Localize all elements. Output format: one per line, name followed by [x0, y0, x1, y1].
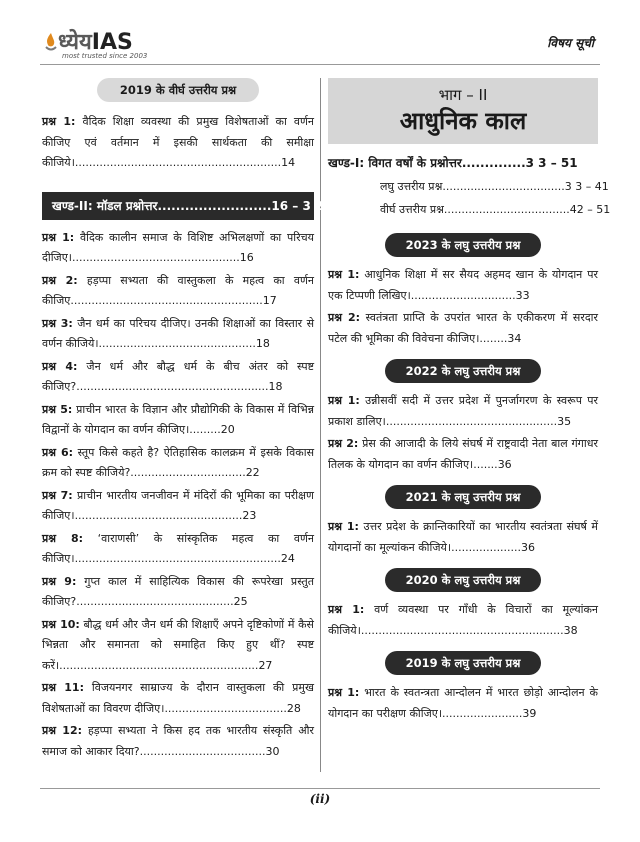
- question-text: ‘वाराणसी’ के सांस्कृतिक महत्व का वर्णन कीजिए।: [42, 531, 315, 565]
- toc-entry[interactable]: [42, 486, 314, 527]
- question-number: प्रश्न 2:: [328, 311, 361, 324]
- leader-dots: ........: [479, 331, 508, 345]
- header-divider: [40, 64, 600, 65]
- section-label: विषय सूची: [547, 36, 594, 50]
- page-ref: 33: [515, 288, 530, 302]
- question-text: स्तूप किसे कहते है? ऐतिहासिक कालक्रम में इसके विकास क्रम को स्पष्ट कीजिये?: [42, 445, 315, 479]
- question-text: हड़प्पा सभ्यता ने किस हद तक भारतीय संस्कृति और समाज को आकार दिया?: [42, 724, 314, 758]
- logo-ias-text: IAS: [91, 30, 133, 55]
- leader-dots: ................................................: [74, 509, 243, 522]
- question-number: प्रश्न 1:: [328, 603, 365, 616]
- question-number: प्रश्न 3:: [42, 316, 73, 330]
- toc-entry[interactable]: [42, 112, 314, 174]
- pill-2019-long-answer: 2019 के वीर्घ उत्तरीय प्रश्न: [97, 78, 259, 102]
- khand-ii-band: खण्ड-II: मॉडल प्रश्नोत्तर.........................16 – 3 2: [42, 192, 314, 220]
- question-text: भारत के स्वतन्त्रता आन्दोलन में भारत छोड़ो आन्दोलन के योगदान का परीक्षण कीजिए।: [328, 686, 598, 720]
- question-text: बौद्ध धर्म और जैन धर्म की शिक्षाएँ अपने दृष्टिकोणों में कैसे भिन्नता और समानता को समाहित किए हुए थीं? स्पष्ट करें।: [42, 617, 314, 672]
- year-group-2021: [328, 485, 598, 558]
- footer-divider: [40, 788, 600, 789]
- toc-entry[interactable]: [328, 434, 598, 475]
- page-ref: 18: [268, 380, 283, 393]
- leader-dots: .......................................................: [76, 380, 269, 393]
- question-number: प्रश्न 4:: [42, 359, 78, 373]
- page-ref: 23: [242, 509, 257, 522]
- question-number: प्रश्न 9:: [42, 574, 77, 588]
- logo-tagline: most trusted since 2003: [62, 52, 148, 60]
- leader-dots: .......: [473, 457, 498, 471]
- pill-2019-short-answer: 2019 के लघु उत्तरीय प्रश्न: [385, 651, 541, 675]
- page-ref: 20: [220, 423, 235, 436]
- question-text: उन्नीसवीं सदी में उत्तर प्रदेश में पुनर्जागरण के स्वरूप पर प्रकाश डालिए।: [328, 394, 599, 428]
- question-text: हड़प्पा सभ्यता की वास्तुकला के महत्व का वर्णन कीजिए: [42, 273, 314, 307]
- question-number: प्रश्न 1:: [328, 394, 360, 407]
- page-ref: 22: [245, 466, 260, 479]
- leader-dots: .............................................: [98, 337, 256, 350]
- toc-entry[interactable]: [42, 678, 314, 719]
- part-ii-box: [328, 78, 598, 144]
- question-number: प्रश्न 7:: [42, 488, 73, 502]
- leader-dots: ....................: [451, 540, 522, 554]
- toc-entry[interactable]: [42, 443, 314, 484]
- question-text: प्रेस की आजादी के लिये संघर्ष में राष्ट्रवादी नेता बाल गंगाधर तिलक के योगदान का वर्णन कीजिए।: [328, 437, 598, 471]
- question-number: प्रश्न 10:: [42, 617, 80, 631]
- column-divider: [320, 78, 321, 772]
- toc-entry[interactable]: [42, 228, 314, 269]
- leader-dots: ..........................................................: [360, 623, 564, 637]
- question-text: आधुनिक शिक्षा में सर सैयद अहमद खान के योगदान पर एक टिप्पणी लिखिए।: [328, 268, 599, 302]
- question-text: जैन धर्म और बौद्ध धर्म के बीच अंतर को स्पष्ट कीजिए?: [42, 359, 314, 393]
- toc-entry[interactable]: [42, 572, 314, 613]
- right-column: [328, 78, 611, 724]
- leader-dots: ................................................: [71, 251, 240, 264]
- leader-dots: ...................................: [164, 701, 287, 715]
- short-answer-range[interactable]: लघु उत्तरीय प्रश्न...................................3 3 – 41: [380, 180, 609, 193]
- toc-entry[interactable]: [328, 265, 598, 306]
- toc-entry[interactable]: [328, 600, 598, 641]
- question-text: वर्ण व्यवस्था पर गाँधी के विचारों का मूल्यांकन कीजिये।: [328, 603, 599, 637]
- page-ref: 25: [233, 595, 248, 608]
- question-number: प्रश्न 1:: [328, 268, 360, 281]
- leader-dots: .......................................................: [70, 294, 263, 307]
- question-text: विजयनगर साम्राज्य के दौरान वास्तुकला की प्रमुख विशेषताओं का विवरण दीजिए।: [42, 681, 314, 715]
- year-group-2020: [328, 568, 598, 641]
- page-ref: 30: [265, 744, 280, 758]
- page-ref: 36: [521, 540, 536, 554]
- toc-entry[interactable]: [42, 529, 314, 570]
- question-text: प्राचीन भारत के विज्ञान और प्रौद्योगिकी के विकास में विभिन्न विद्वानों के योगदान का वर्णन कीजिए।: [42, 402, 314, 436]
- leader-dots: ...........................................................: [74, 156, 282, 169]
- toc-entry[interactable]: [42, 357, 314, 398]
- toc-entry[interactable]: [42, 314, 314, 355]
- leader-dots: .........................................................: [59, 658, 259, 672]
- question-text: उत्तर प्रदेश के क्रान्तिकारियों का भारतीय स्वतंत्रता संघर्ष में योगदानों का मूल्यांकन कीजिये।: [328, 520, 598, 554]
- question-number: प्रश्न 1:: [328, 686, 360, 699]
- page-ref: 27: [258, 658, 273, 672]
- khand-i-heading[interactable]: खण्ड-I: विगत वर्षों के प्रश्नोत्तर..............3 3 – 51: [328, 156, 578, 170]
- pill-2020-short-answer: 2020 के लघु उत्तरीय प्रश्न: [385, 568, 541, 592]
- leader-dots: .............................................: [76, 595, 234, 608]
- leader-dots: .......................: [442, 706, 523, 720]
- toc-entry[interactable]: [328, 391, 598, 432]
- leader-dots: .........: [189, 423, 221, 436]
- question-text: जैन धर्म का परिचय दीजिए। उनकी शिक्षाओं का विस्तार से वर्णन कीजिये।: [42, 316, 314, 350]
- left-column: [42, 78, 324, 764]
- page-ref: 34: [507, 331, 522, 345]
- page-ref: 36: [497, 457, 512, 471]
- leader-dots: ..............................: [410, 288, 516, 302]
- toc-entry[interactable]: [42, 271, 314, 312]
- leader-dots: ....................................: [139, 744, 266, 758]
- question-number: प्रश्न 8:: [42, 531, 84, 545]
- model-questions-list: [42, 228, 314, 763]
- toc-entry[interactable]: [328, 308, 598, 349]
- toc-entry[interactable]: [328, 683, 598, 724]
- question-number: प्रश्न 12:: [42, 724, 83, 737]
- page-ref: 35: [557, 414, 572, 428]
- question-number: प्रश्न 6:: [42, 445, 74, 459]
- logo-deva-text: ध्येय: [58, 30, 92, 55]
- toc-entry[interactable]: [42, 721, 314, 762]
- question-text: वैदिक शिक्षा व्यवस्था की प्रमुख विशेषताओं का वर्णन कीजिए एवं वर्तमान में इसकी सार्थकता की समीक्षा कीजिये।: [42, 115, 314, 169]
- year-group-2023: [328, 233, 598, 349]
- page-ref: 39: [522, 706, 537, 720]
- long-answer-range[interactable]: वीर्घ उत्तरीय प्रश्न....................................42 – 51: [380, 203, 611, 216]
- question-text: वैदिक कालीन समाज के विशिष्ट अभिलक्षणों का परिचय दीजिए।: [42, 230, 314, 264]
- question-number: प्रश्न 2:: [328, 437, 359, 450]
- page-ref: 14: [281, 156, 296, 169]
- toc-entry[interactable]: [42, 400, 314, 441]
- flame-logo-icon: [44, 32, 58, 52]
- pill-2021-short-answer: 2021 के लघु उत्तरीय प्रश्न: [385, 485, 541, 509]
- page-ref: 28: [286, 701, 301, 715]
- year-group-2019: [328, 651, 598, 724]
- question-number: प्रश्न 11:: [42, 681, 84, 694]
- part-ii-title: आधुनिक काल: [399, 107, 527, 135]
- pill-2022-short-answer: 2022 के लघु उत्तरीय प्रश्न: [385, 359, 541, 383]
- pill-2023-short-answer: 2023 के लघु उत्तरीय प्रश्न: [385, 233, 541, 257]
- leader-dots: ...........................................................: [74, 552, 281, 565]
- leader-dots: .................................: [130, 466, 246, 479]
- page-header: [40, 24, 600, 60]
- page-ref: 16: [239, 251, 254, 264]
- page-ref: 17: [262, 294, 277, 307]
- question-text: गुप्त काल में साहित्यिक विकास की रूपरेखा प्रस्तुत कीजिए?: [42, 574, 315, 608]
- leader-dots: .................................................: [385, 414, 558, 428]
- page-number: (ii): [309, 792, 331, 806]
- question-number: प्रश्न 2:: [42, 273, 78, 287]
- question-number: प्रश्न 1:: [42, 230, 75, 244]
- part-ii-label: भाग – II: [438, 86, 488, 104]
- toc-entry[interactable]: [328, 517, 598, 558]
- question-number: प्रश्न 1:: [328, 520, 359, 533]
- toc-entry[interactable]: [42, 615, 314, 677]
- question-text: स्वतंत्रता प्राप्ति के उपरांत भारत के एकीकरण में सरदार पटेल की भूमिका की विवेचना कीजिए।: [328, 311, 599, 345]
- page-ref: 18: [255, 337, 270, 350]
- question-number: प्रश्न 1:: [42, 115, 76, 128]
- page-ref: 38: [563, 623, 578, 637]
- page-ref: 24: [280, 552, 295, 565]
- question-text: प्राचीन भारतीय जनजीवन में मंदिरों की भूमिका का परीक्षण कीजिए।: [42, 488, 315, 522]
- year-group-2022: [328, 359, 598, 475]
- question-number: प्रश्न 5:: [42, 402, 73, 416]
